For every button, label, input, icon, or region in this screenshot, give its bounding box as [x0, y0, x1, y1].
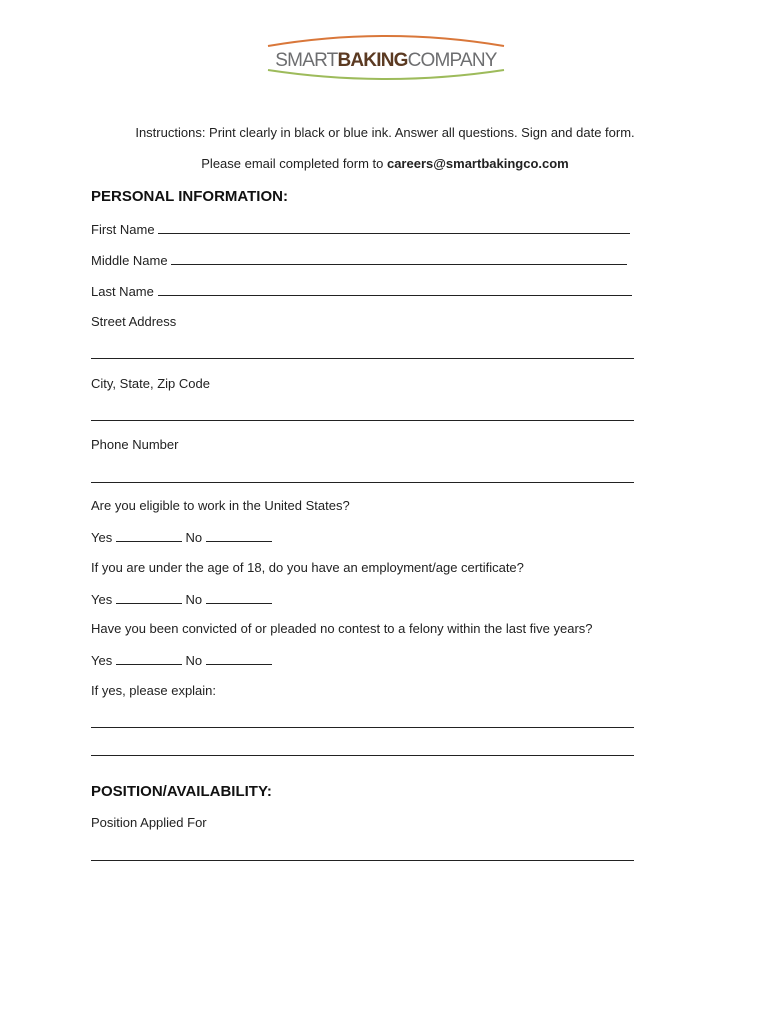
svg-text:SMARTBAKINGCOMPANY: [275, 50, 498, 71]
eligible-question: Are you eligible to work in the United States?: [91, 498, 350, 513]
company-logo: [258, 30, 514, 86]
phone-number-label: Phone Number: [91, 437, 179, 452]
under-18-question: If you are under the age of 18, do you have an employment/age certificate?: [91, 560, 524, 575]
city-state-zip-field[interactable]: [91, 420, 634, 421]
middle-name-row: [91, 252, 627, 268]
eligible-yes-field[interactable]: [116, 529, 182, 542]
last-name-field[interactable]: [158, 283, 632, 296]
first-name-field[interactable]: [158, 221, 630, 234]
under-18-answer-row: [91, 591, 272, 607]
logo-text-smart: SMART: [275, 50, 338, 71]
eligible-yes-label: Yes: [91, 530, 113, 545]
logo-text-company: COMPANY: [407, 50, 497, 71]
middle-name-label: Middle Name: [91, 253, 168, 268]
eligible-answer-row: [91, 529, 272, 545]
last-name-label: Last Name: [91, 284, 154, 299]
city-state-zip-label: City, State, Zip Code: [91, 376, 210, 391]
last-name-row: [91, 283, 632, 299]
instructions-line-1: Instructions: Print clearly in black or blue ink. Answer all questions. Sign and date form.: [135, 125, 635, 140]
under-18-no-field[interactable]: [206, 591, 272, 604]
first-name-row: [91, 221, 630, 237]
position-applied-for-label: Position Applied For: [91, 815, 207, 830]
street-address-field[interactable]: [91, 358, 634, 359]
felony-no-label: No: [185, 653, 203, 668]
explain-label: If yes, please explain:: [91, 683, 217, 698]
middle-name-field[interactable]: [171, 252, 627, 265]
eligible-no-field[interactable]: [206, 529, 272, 542]
felony-yes-field[interactable]: [116, 652, 182, 665]
careers-email: careers@smartbakingco.com: [386, 156, 569, 171]
position-availability-heading: POSITION/AVAILABILITY:: [91, 783, 272, 800]
under-18-no-label: No: [185, 592, 203, 607]
eligible-no-label: No: [185, 530, 203, 545]
position-applied-for-field[interactable]: [91, 860, 634, 861]
explain-field-line-2[interactable]: [91, 755, 634, 756]
first-name-label: First Name: [91, 222, 155, 237]
street-address-label: Street Address: [91, 314, 177, 329]
felony-answer-row: [91, 652, 272, 668]
felony-question: Have you been convicted of or pleaded no contest to a felony within the last five years?: [91, 621, 593, 636]
under-18-yes-label: Yes: [91, 592, 113, 607]
personal-information-heading: PERSONAL INFORMATION:: [91, 188, 288, 205]
explain-field-line-1[interactable]: [91, 727, 634, 728]
felony-no-field[interactable]: [206, 652, 272, 665]
instructions-line-2: [0, 156, 770, 171]
logo-text-baking: BAKING: [337, 50, 408, 71]
felony-yes-label: Yes: [91, 653, 113, 668]
phone-number-field[interactable]: [91, 482, 634, 483]
under-18-yes-field[interactable]: [116, 591, 182, 604]
instructions-email-prefix: Please email completed form to: [201, 156, 387, 171]
